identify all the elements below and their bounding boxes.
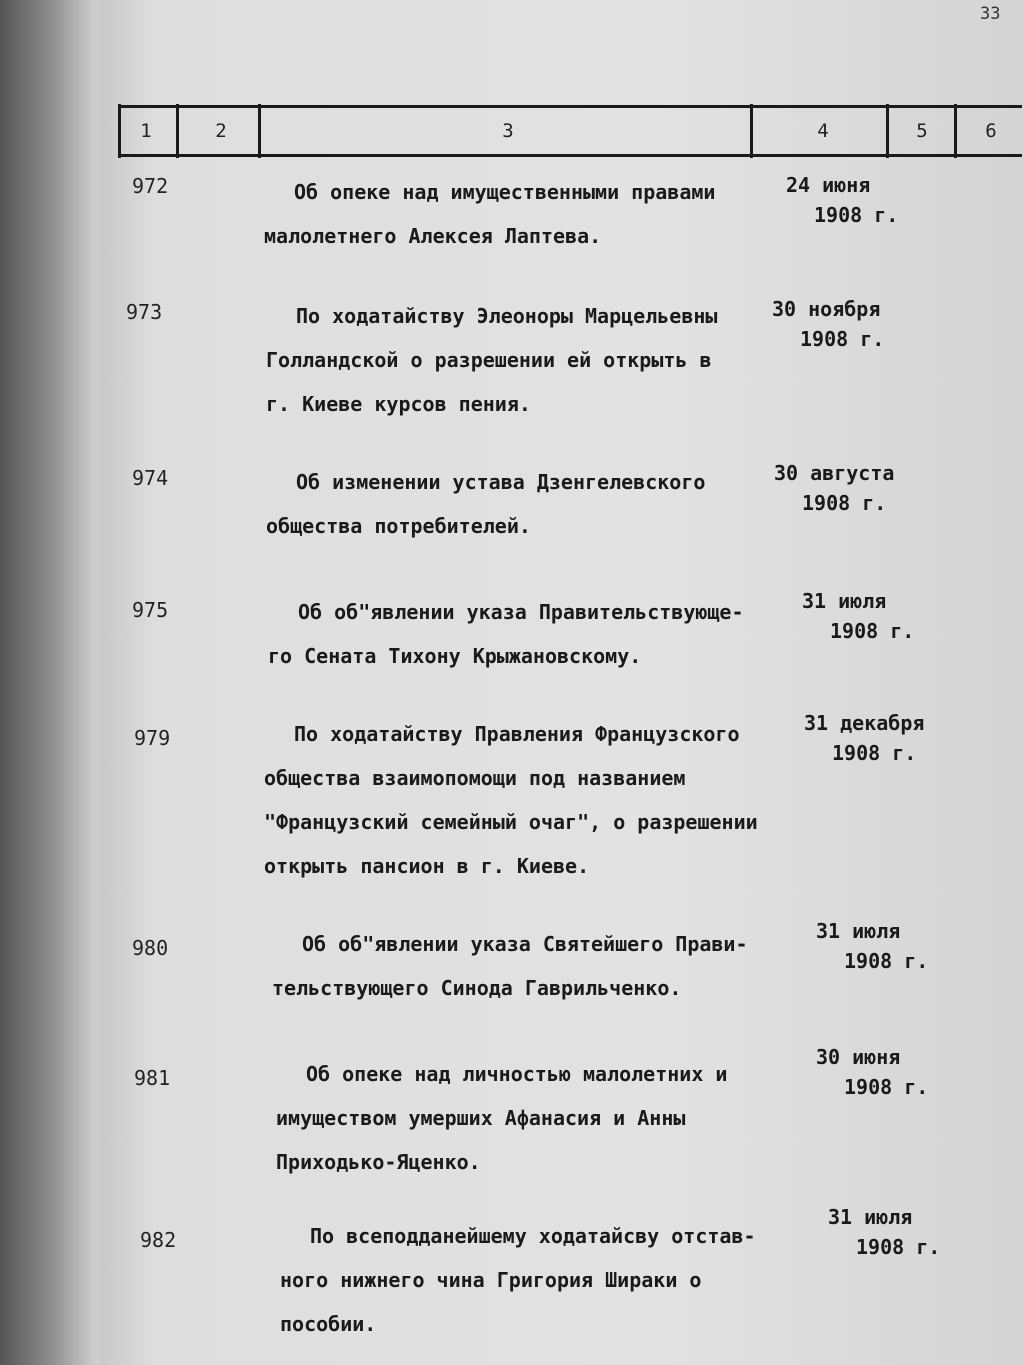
document-page: [100, 0, 1024, 1365]
header-divider: [176, 104, 179, 158]
description-line: общества потребителей.: [266, 514, 531, 538]
header-col-3: 3: [502, 120, 514, 142]
description-line: Приходько-Яценко.: [276, 1150, 481, 1174]
entry-description: [264, 712, 864, 888]
entry-description: [268, 590, 828, 678]
description-line: малолетнего Алексея Лаптева.: [264, 224, 602, 248]
description-line: "Французский семейный очаг", о разрешении: [264, 810, 758, 834]
entry-number: 973: [126, 300, 163, 324]
date-day: 30 ноября: [772, 297, 881, 321]
description-line: Об об"явлении указа Святейшего Прави-: [302, 932, 748, 956]
page-number: 33: [980, 4, 1001, 24]
header-col-1: 1: [140, 120, 152, 142]
date-day: 31 июля: [816, 919, 901, 943]
description-line: открыть пансион в г. Киеве.: [264, 854, 590, 878]
entry-date: [816, 916, 976, 976]
header-divider: [258, 104, 261, 158]
date-day: 31 июля: [828, 1205, 913, 1229]
header-col-5: 5: [916, 120, 928, 142]
description-line: го Сената Тихону Крыжановскому.: [268, 644, 642, 668]
description-line: пособии.: [280, 1312, 377, 1336]
entry-number: 980: [132, 936, 169, 960]
entry-number: 981: [134, 1066, 171, 1090]
date-day: 30 августа: [774, 461, 895, 485]
date-day: 30 июня: [816, 1045, 901, 1069]
entry-description: [264, 170, 824, 258]
description-line: Об опеке над имущественными правами: [294, 180, 716, 204]
description-line: общества взаимопомощи под названием: [264, 766, 686, 790]
entry-date: [786, 170, 946, 230]
header-col-4: 4: [817, 120, 829, 142]
date-year: 1908 г.: [830, 619, 915, 643]
date-year: 1908 г.: [844, 949, 929, 973]
date-year: 1908 г.: [800, 327, 885, 351]
entry-date: [828, 1202, 988, 1262]
entry-date: [774, 458, 934, 518]
header-divider: [886, 104, 889, 158]
description-line: г. Киеве курсов пения.: [266, 392, 531, 416]
description-line: По всеподданейшему ходатайсву отстав-: [310, 1224, 756, 1248]
entry-description: [280, 1214, 840, 1346]
header-divider: [954, 104, 957, 158]
date-year: 1908 г.: [832, 741, 917, 765]
date-year: 1908 г.: [802, 491, 887, 515]
entry-date: [802, 586, 962, 646]
book-spine-shadow: [0, 0, 108, 1365]
header-divider: [750, 104, 753, 158]
date-day: 31 июля: [802, 589, 887, 613]
description-line: имуществом умерших Афанасия и Анны: [276, 1106, 686, 1130]
description-line: Об об"явлении указа Правительствующе-: [298, 600, 744, 624]
entry-description: [266, 294, 826, 426]
header-col-6: 6: [985, 120, 997, 142]
description-line: Об изменении устава Дзенгелевского: [296, 470, 706, 494]
entry-description: [272, 922, 832, 1010]
date-day: 24 июня: [786, 173, 871, 197]
header-col-2: 2: [215, 120, 227, 142]
description-line: Голландской о разрешении ей открыть в: [266, 348, 712, 372]
entry-number: 982: [140, 1228, 177, 1252]
entry-number: 972: [132, 174, 169, 198]
entry-date: [772, 294, 932, 354]
date-year: 1908 г.: [814, 203, 899, 227]
entry-date: [804, 708, 964, 768]
description-line: Об опеке над личностью малолетних и: [306, 1062, 728, 1086]
header-divider: [118, 104, 121, 158]
description-line: По ходатайству Правления Французского: [294, 722, 740, 746]
date-day: 31 декабря: [804, 711, 925, 735]
description-line: тельствующего Синода Гаврильченко.: [272, 976, 682, 1000]
description-line: По ходатайству Элеоноры Марцельевны: [296, 304, 718, 328]
entry-number: 975: [132, 598, 169, 622]
table-header: [118, 105, 1022, 157]
date-year: 1908 г.: [856, 1235, 941, 1259]
entry-description: [276, 1052, 836, 1184]
date-year: 1908 г.: [844, 1075, 929, 1099]
entry-date: [816, 1042, 976, 1102]
entry-description: [266, 460, 826, 548]
description-line: ного нижнего чина Григория Шираки о: [280, 1268, 702, 1292]
entry-number: 979: [134, 726, 171, 750]
entry-number: 974: [132, 466, 169, 490]
